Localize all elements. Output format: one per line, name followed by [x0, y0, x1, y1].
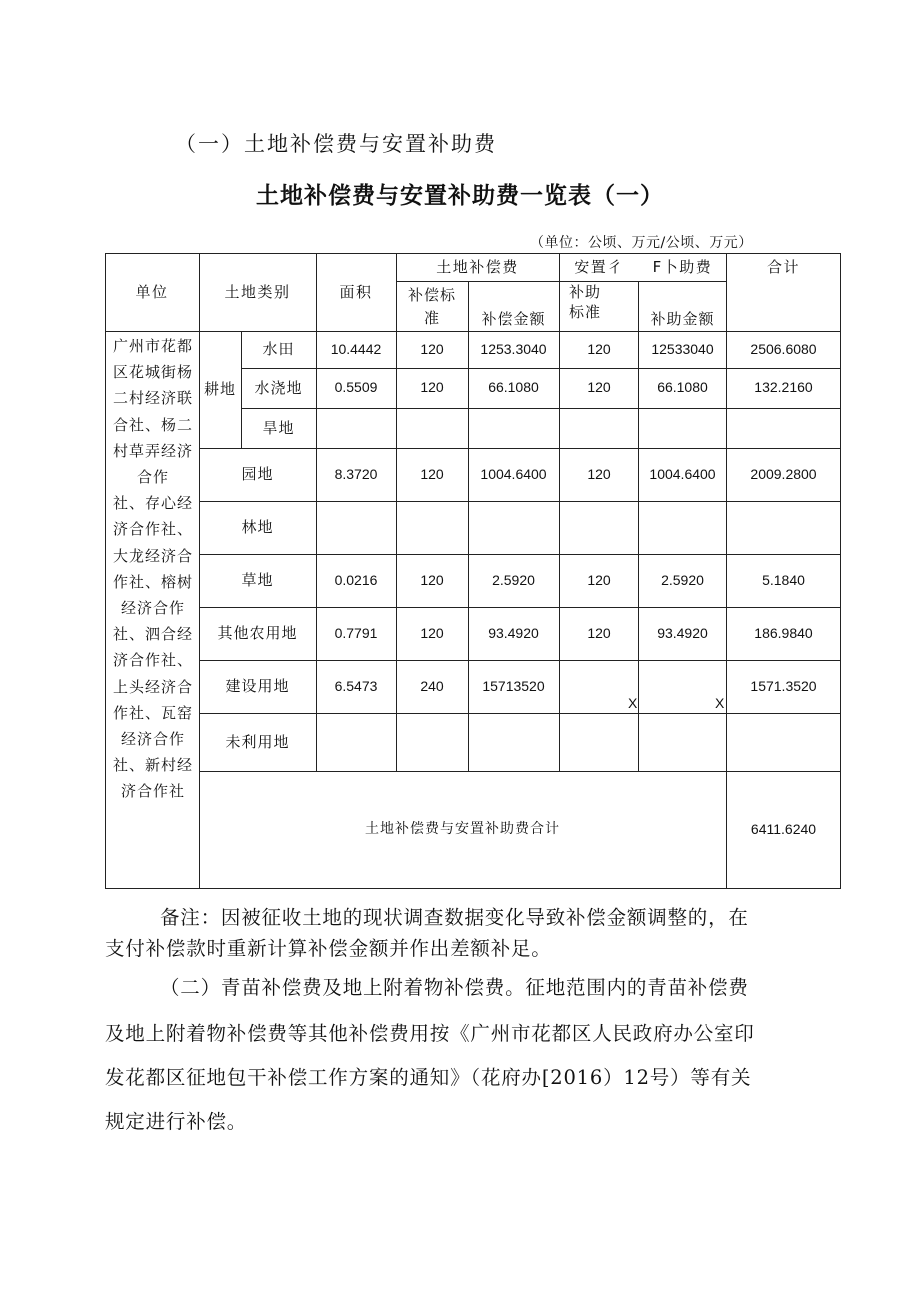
row-sub-standard: 120 — [587, 465, 611, 482]
row-sub-amount: 1004.6400 — [649, 465, 716, 482]
row-sub-amount: 93.4920 — [657, 624, 708, 641]
unit-name-line: 合社、杨二 — [112, 415, 193, 434]
row-comp-amount: 1004.6400 — [480, 465, 547, 482]
compensation-table — [105, 253, 841, 889]
grand-total-value: 6411.6240 — [750, 821, 817, 838]
paragraph-2-line-4: 规定进行补偿。 — [105, 1110, 248, 1133]
header-comp-amount: 补偿金额 — [481, 309, 546, 328]
row-sub-standard — [559, 501, 639, 554]
row-comp-standard — [396, 408, 468, 448]
grand-total-label: 土地补偿费与安置补助费合计 — [365, 821, 560, 838]
unit-name-line: 村草弄经济 — [112, 441, 193, 460]
unit-name-line: 济合作社、 — [112, 520, 193, 539]
row-comp-amount — [468, 408, 559, 448]
row-sub-amount: 2.5920 — [661, 571, 704, 588]
row-sub-standard: 120 — [587, 624, 611, 641]
row-area: 0.7791 — [334, 624, 378, 641]
unit-name-line: 济合作社、 — [112, 651, 193, 670]
row-total — [726, 408, 841, 448]
row-land-type: 草地 — [241, 571, 274, 590]
row-area: 10.4442 — [330, 340, 382, 357]
row-comp-amount: 2.5920 — [492, 571, 535, 588]
row-land-type: 水田 — [262, 340, 295, 359]
unit-name-line: 上头经济合 — [112, 677, 193, 696]
row-sub-amount — [639, 501, 726, 554]
unit-name — [107, 333, 199, 805]
header-area: 面积 — [339, 282, 373, 301]
row-land-type: 其他农用地 — [217, 624, 298, 643]
row-total — [726, 713, 841, 771]
row-comp-amount — [468, 713, 559, 771]
row-sub-standard: 120 — [587, 571, 611, 588]
unit-name-line: 大龙经济合 — [112, 546, 193, 565]
paragraph-2-line-1: （二）青苗补偿费及地上附着物补偿费。征地范围内的青苗补偿费 — [160, 976, 749, 999]
row-area: 0.5509 — [334, 379, 378, 396]
row-comp-amount: 1253.3040 — [480, 340, 547, 357]
unit-name-line: 二村经济联 — [112, 389, 193, 408]
unit-name-line: 经济合作 — [120, 730, 185, 749]
row-comp-standard: 120 — [420, 465, 444, 482]
header-unit: 单位 — [135, 282, 169, 301]
note-line-2: 支付补偿款时重新计算补偿金额并作出差额补足。 — [105, 937, 552, 960]
unit-name-line: 济合作社 — [120, 782, 185, 801]
row-comp-standard — [396, 501, 468, 554]
unit-name-line: 社、新村经 — [112, 756, 193, 775]
row-total: 132.2160 — [754, 379, 813, 396]
row-total: 2506.6080 — [750, 340, 817, 357]
row-comp-standard: 120 — [420, 571, 444, 588]
row-area — [316, 501, 396, 554]
row-total: 1571.3520 — [750, 677, 817, 694]
header-sub-amount: 补助金额 — [650, 309, 715, 328]
unit-name-line: 作社、瓦窑 — [112, 703, 193, 722]
row-area: 6.5473 — [334, 677, 378, 694]
row-area — [316, 408, 396, 448]
row-total: 186.9840 — [754, 624, 813, 641]
header-resettlement: 安置彳 — [574, 257, 624, 276]
row-land-type: 未利用地 — [225, 732, 290, 751]
row-sub-amount — [639, 713, 726, 771]
row-sub-amount — [639, 660, 726, 713]
row-land-type: 水浇地 — [254, 378, 303, 397]
paragraph-2-line-3: 发花都区征地包干补偿工作方案的通知》（花府办[2016）12号）等有关 — [105, 1066, 752, 1089]
row-area: 8.3720 — [334, 465, 378, 482]
row-land-type: 旱地 — [262, 418, 295, 437]
section-heading: （一）土地补偿费与安置补助费 — [175, 132, 497, 156]
row-comp-standard: 120 — [420, 624, 444, 641]
row-sub-standard — [559, 660, 639, 713]
unit-name-line: 广州市花都 — [112, 337, 193, 355]
row-comp-standard: 120 — [420, 340, 444, 357]
header-total: 合计 — [766, 257, 800, 276]
row-sub-standard: 120 — [587, 379, 611, 396]
row-comp-standard — [396, 713, 468, 771]
header-comp-standard-2: 准 — [423, 308, 440, 327]
row-comp-standard: 240 — [420, 677, 444, 694]
row-area: 0.0216 — [334, 571, 378, 588]
unit-name-line: 经济合作 — [120, 599, 185, 618]
row-total — [726, 501, 841, 554]
header-sub-standard-1: 补助 — [568, 282, 601, 301]
row-comp-standard: 120 — [420, 379, 444, 396]
row-sub-standard: 120 — [587, 340, 611, 357]
row-comp-amount: 93.4920 — [488, 624, 539, 641]
row-sub-amount: 66.1080 — [657, 379, 708, 396]
cultivated-land-group: 耕地 — [203, 380, 236, 399]
header-land-compensation: 土地补偿费 — [436, 257, 519, 276]
unit-name-line: 社、泗合经 — [112, 625, 193, 644]
row-land-type: 建设用地 — [225, 677, 290, 696]
unit-name-line: 社、存心经 — [112, 494, 193, 513]
unit-note: （单位：公顷、万元/公顷、万元） — [530, 235, 753, 251]
row-sub-standard — [559, 713, 639, 771]
row-comp-amount: 15713520 — [482, 677, 545, 694]
row-sub-standard — [559, 408, 639, 448]
unit-name-line: 合作 — [136, 468, 169, 487]
row-sub-amount — [639, 408, 726, 448]
note-line-1: 备注：因被征收土地的现状调查数据变化导致补偿金额调整的，在 — [160, 906, 749, 929]
unit-name-line: 作社、榕树 — [112, 572, 193, 591]
paragraph-2-line-2: 及地上附着物补偿费等其他补偿费用按《广州市花都区人民政府办公室印 — [105, 1022, 755, 1045]
header-sub-standard-2: 标准 — [568, 302, 601, 321]
row-total: 5.1840 — [762, 571, 805, 588]
row-land-type: 园地 — [241, 465, 274, 484]
row-area — [316, 713, 396, 771]
unit-name-line: 区花城街杨 — [112, 363, 193, 382]
cross-mark: X — [628, 695, 638, 711]
row-comp-amount — [468, 501, 559, 554]
header-land-type: 土地类别 — [224, 282, 291, 301]
row-land-type: 林地 — [241, 518, 274, 537]
row-comp-amount: 66.1080 — [488, 379, 539, 396]
header-resettlement-tail: F卜助费 — [652, 257, 713, 276]
header-comp-standard-1: 补偿标 — [407, 285, 456, 304]
row-sub-amount: 12533040 — [651, 340, 714, 357]
table-title: 土地补偿费与安置补助费一览表（一） — [256, 183, 664, 209]
cross-mark: X — [715, 695, 725, 711]
row-total: 2009.2800 — [750, 465, 817, 482]
